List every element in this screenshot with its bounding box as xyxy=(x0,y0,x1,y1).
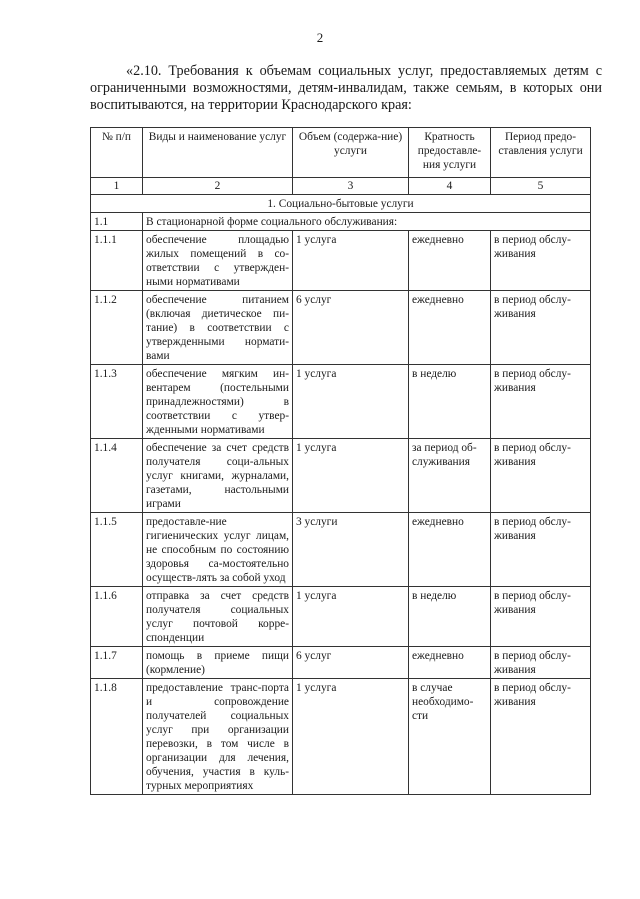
section-row xyxy=(91,195,591,213)
table-row xyxy=(91,439,591,513)
frequency-cell: в неделю xyxy=(409,365,491,439)
service-name-cell: обеспечение площадью жилых помещений в со-ответствии с утвержден-ными нормативами xyxy=(143,231,293,291)
subsection-title: В стационарной форме социального обслуживания: xyxy=(143,213,591,231)
header-period: Период предо-ставления услуги xyxy=(491,128,591,178)
volume-cell: 3 услуги xyxy=(293,513,409,587)
header-volume: Объем (содержа-ние) услуги xyxy=(293,128,409,178)
frequency-cell: ежедневно xyxy=(409,231,491,291)
service-name-cell: обеспечение питанием (включая диетическое пи-тание) в соответствии с утвержденными нормати-вами xyxy=(143,291,293,365)
period-cell: в период обслу-живания xyxy=(491,587,591,647)
service-name-cell: отправка за счет средств получателя социальных услуг почтовой корре-спонденции xyxy=(143,587,293,647)
volume-cell: 6 услуг xyxy=(293,647,409,679)
row-number-cell: 1.1.4 xyxy=(91,439,143,513)
header-frequency: Кратность предоставле-ния услуги xyxy=(409,128,491,178)
row-number-cell: 1.1.2 xyxy=(91,291,143,365)
volume-cell: 1 услуга xyxy=(293,587,409,647)
column-number-row xyxy=(91,178,591,195)
table-row xyxy=(91,587,591,647)
table-row xyxy=(91,365,591,439)
table-header-row xyxy=(91,128,591,178)
period-cell: в период обслу-живания xyxy=(491,679,591,795)
row-number-cell: 1.1.7 xyxy=(91,647,143,679)
frequency-cell: ежедневно xyxy=(409,513,491,587)
period-cell: в период обслу-живания xyxy=(491,231,591,291)
period-cell: в период обслу-живания xyxy=(491,291,591,365)
service-name-cell: помощь в приеме пищи (кормление) xyxy=(143,647,293,679)
header-number: № п/п xyxy=(91,128,143,178)
row-number-cell: 1.1.6 xyxy=(91,587,143,647)
frequency-cell: ежедневно xyxy=(409,647,491,679)
table-row xyxy=(91,231,591,291)
service-name-cell: предоставление транс-порта и сопровождение получателей социальных услуг при организации перевозки, в том числе в организации для лечения, обучения, участия в куль-турных мероприятиях xyxy=(143,679,293,795)
subsection-number: 1.1 xyxy=(91,213,143,231)
row-number-cell: 1.1.3 xyxy=(91,365,143,439)
column-number: 4 xyxy=(409,178,491,195)
header-service-name: Виды и наименование услуг xyxy=(143,128,293,178)
period-cell: в период обслу-живания xyxy=(491,647,591,679)
service-name-cell: обеспечение за счет средств получателя соци-альных услуг книгами, журналами, газетами, настольными играми xyxy=(143,439,293,513)
volume-cell: 6 услуг xyxy=(293,291,409,365)
volume-cell: 1 услуга xyxy=(293,231,409,291)
row-number-cell: 1.1.8 xyxy=(91,679,143,795)
services-table xyxy=(90,127,591,795)
column-number: 1 xyxy=(91,178,143,195)
section-title: 1. Социально-бытовые услуги xyxy=(91,195,591,213)
intro-paragraph: «2.10. Требования к объемам социальных услуг, предоставляемых детям с ограниченными возможностями, детям-инвалидам, также семьям, в которых они воспитываются, на территории Краснодарского края: xyxy=(90,63,602,113)
column-number: 5 xyxy=(491,178,591,195)
period-cell: в период обслу-живания xyxy=(491,439,591,513)
period-cell: в период обслу-живания xyxy=(491,513,591,587)
volume-cell: 1 услуга xyxy=(293,679,409,795)
table-row xyxy=(91,291,591,365)
frequency-cell: в неделю xyxy=(409,587,491,647)
volume-cell: 1 услуга xyxy=(293,439,409,513)
service-name-cell: предоставле-ние гигиенических услуг лицам, не способным по состоянию здоровья са-мостоятельно осуществ-лять за собой уход xyxy=(143,513,293,587)
page-number: 2 xyxy=(316,30,324,45)
row-number-cell: 1.1.1 xyxy=(91,231,143,291)
table-row xyxy=(91,647,591,679)
service-name-cell: обеспечение мягким ин-вентарем (постельными принадлежностями) в соответствии с утвер-жденными нормативами xyxy=(143,365,293,439)
frequency-cell: в случае необходимо-сти xyxy=(409,679,491,795)
column-number: 3 xyxy=(293,178,409,195)
column-number: 2 xyxy=(143,178,293,195)
table-row xyxy=(91,679,591,795)
row-number-cell: 1.1.5 xyxy=(91,513,143,587)
frequency-cell: за период об-служивания xyxy=(409,439,491,513)
table-row xyxy=(91,513,591,587)
period-cell: в период обслу-живания xyxy=(491,365,591,439)
frequency-cell: ежедневно xyxy=(409,291,491,365)
subsection-row xyxy=(91,213,591,231)
volume-cell: 1 услуга xyxy=(293,365,409,439)
